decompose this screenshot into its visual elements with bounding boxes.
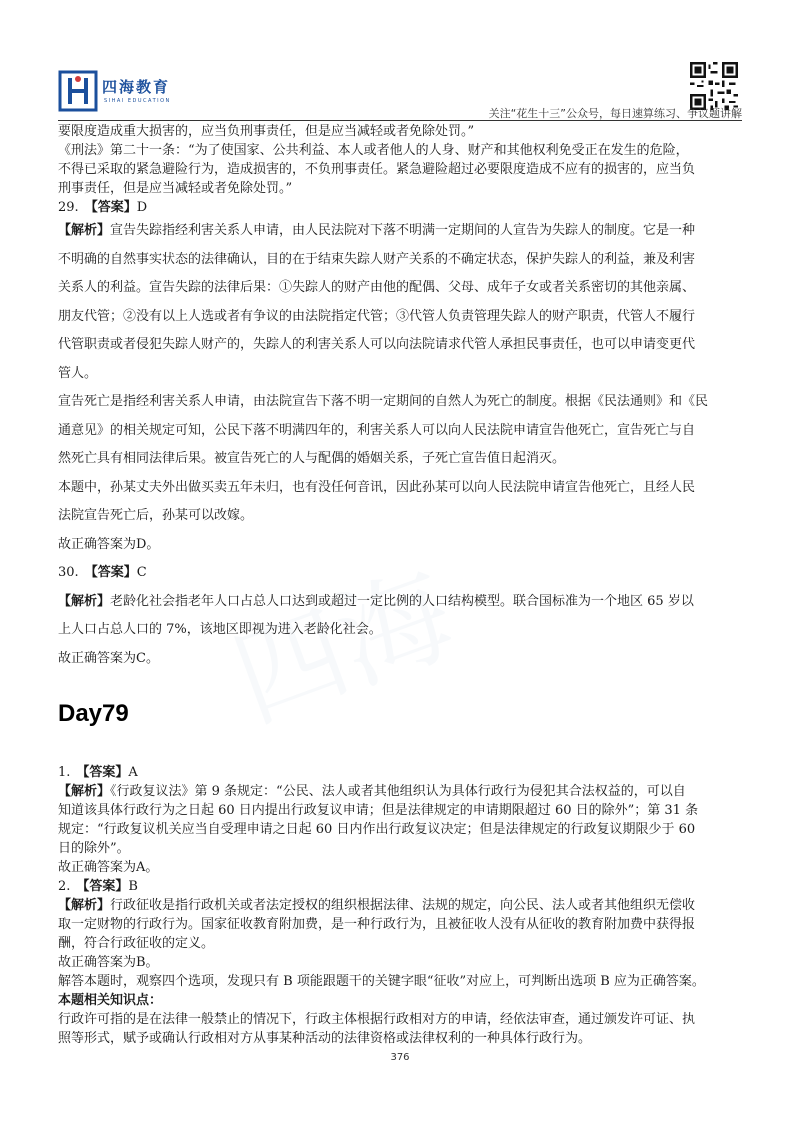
text-block xyxy=(58,763,748,782)
paragraph-line xyxy=(58,782,748,801)
paragraph-line xyxy=(58,179,748,198)
answer-label: 【答案】 xyxy=(76,765,129,780)
text-block xyxy=(58,858,748,877)
paragraph-line xyxy=(58,474,748,503)
line-text: 不明确的自然事实状态的法律确认，目的在于结束失踪人财产关系的不确定状态，保护失踪人的利益，兼及利害 xyxy=(58,251,696,267)
answer-value: C xyxy=(136,565,147,580)
line-text: 故正确答案为B。 xyxy=(58,955,159,970)
answer-value: A xyxy=(128,765,138,780)
line-text: 知道该具体行政行为之日起 60 日内提出行政复议申请；但是法律规定的申请期限超过 60 日的除外”；第 31 条 xyxy=(58,803,699,818)
logo-english-text: SIHAI EDUCATION xyxy=(104,98,171,104)
line-text: 解答本题时，观察四个选项，发现只有 B 项能跟题干的关键字眼“征收”对应上，可判断出选项 B 应为正确答案。 xyxy=(58,974,705,989)
question-number: 29. xyxy=(58,200,79,215)
paragraph-line xyxy=(58,331,748,360)
paragraph-line xyxy=(58,160,748,179)
analysis-label: 【解析】 xyxy=(58,593,111,609)
line-text: 管人。 xyxy=(58,365,98,381)
paragraph-line xyxy=(58,122,748,141)
question-number: 30. xyxy=(58,565,79,580)
answer-label: 【答案】 xyxy=(84,565,137,580)
answer-value: B xyxy=(128,879,138,894)
text-block xyxy=(58,782,748,858)
knowledge-line: 行政许可指的是在法律一般禁止的情况下，行政主体根据行政相对方的申请，经依法审查，通过颁发许可证、执 xyxy=(58,1012,696,1027)
paragraph-line xyxy=(58,303,748,332)
answer-section-day78 xyxy=(58,122,748,673)
question-number: 2. xyxy=(58,879,71,894)
paragraph-line xyxy=(58,820,748,839)
knowledge-section xyxy=(58,991,748,1048)
header-divider xyxy=(58,120,742,121)
header-promo-note: 关注“花生十三”公众号，每日速算练习、争议题讲解 xyxy=(488,107,742,120)
knowledge-heading: 本题相关知识点： xyxy=(58,993,163,1008)
line-text: 酬，符合行政征收的定义。 xyxy=(58,936,215,951)
day-title: Day79 xyxy=(58,700,129,727)
line-text: 刑事责任，但是应当减轻或者免除处罚。” xyxy=(58,181,293,196)
line-text: 朋友代管；②没有以上人选或者有争议的由法院指定代管；③代管人负责管理失踪人的财产职责，代管人不履行 xyxy=(58,308,696,324)
answer-value: D xyxy=(136,200,148,215)
paragraph-line xyxy=(58,217,748,246)
answer-line xyxy=(58,559,748,588)
line-text: 取一定财物的行政行为。国家征收教育附加费，是一种行政行为，且被征收人没有从征收的教育附加费中获得报 xyxy=(58,917,696,932)
logo-chinese-text: 四海教育 xyxy=(102,78,171,96)
text-block xyxy=(58,217,748,388)
paragraph-line xyxy=(58,858,748,877)
paragraph-line xyxy=(58,839,748,858)
answer-line xyxy=(58,877,748,896)
line-text: 代管职责或者侵犯失踪人财产的，失踪人的利害关系人可以向法院请求代管人承担民事责任，也可以申请变更代 xyxy=(58,337,696,352)
sihai-logo-mark-icon xyxy=(58,70,98,112)
answer-label: 【答案】 xyxy=(76,879,129,894)
line-text: 日的除外”。 xyxy=(58,841,130,856)
answer-label: 【答案】 xyxy=(84,200,137,215)
knowledge-line: 照等形式，赋予或确认行政相对方从事某种活动的法律资格或法律权利的一种具体行政行为。 xyxy=(58,1031,592,1046)
paragraph-line xyxy=(58,417,748,446)
text-block xyxy=(58,559,748,588)
sihai-logo xyxy=(58,70,248,114)
line-text: 老龄化社会指老年人口占总人口达到或超过一定比例的人口结构模型。联合国标准为一个地区 65 岁以 xyxy=(110,593,694,609)
text-block xyxy=(58,645,748,674)
answer-section-day79 xyxy=(58,763,748,991)
line-text: 行政征收是指行政机关或者法定授权的组织根据法律、法规的规定，向公民、法人或者其他组织无偿收 xyxy=(110,898,696,913)
text-block xyxy=(58,588,748,645)
paragraph-line xyxy=(58,141,748,160)
paragraph-line xyxy=(58,246,748,275)
paragraph-line xyxy=(58,801,748,820)
paragraph-line xyxy=(58,915,748,934)
text-block xyxy=(58,531,748,560)
text-block xyxy=(58,972,748,991)
paragraph-line xyxy=(58,645,748,674)
analysis-label: 【解析】 xyxy=(58,784,111,799)
text-block xyxy=(58,896,748,953)
paragraph-line xyxy=(58,972,748,991)
paragraph-line xyxy=(58,588,748,617)
line-text: 上人口占总人口的 7%，该地区即视为进入老龄化社会。 xyxy=(58,622,382,637)
text-block xyxy=(58,877,748,896)
paragraph-line xyxy=(58,934,748,953)
paragraph-line xyxy=(58,388,748,417)
line-text: 本题中，孙某丈夫外出做买卖五年未归，也有没任何音讯，因此孙某可以向人民法院申请宣告他死亡，且经人民 xyxy=(58,479,696,495)
line-text: 关系人的利益。宣告失踪的法律后果：①失踪人的财产由他的配偶、父母、成年子女或者关系密切的其他亲属、 xyxy=(58,280,696,295)
page-content xyxy=(58,122,748,1048)
paragraph-line xyxy=(58,274,748,303)
page-header xyxy=(0,0,800,122)
line-text: 宣告失踪指经利害关系人申请，由人民法院对下落不明满一定期间的人宣告为失踪人的制度。它是一种 xyxy=(110,223,696,238)
paragraph-line xyxy=(58,953,748,972)
answer-line xyxy=(58,198,748,217)
text-block xyxy=(58,388,748,474)
line-text: 故正确答案为A。 xyxy=(58,860,159,875)
line-text: 法院宣告死亡后，孙某可以改嫁。 xyxy=(58,508,254,523)
analysis-label: 【解析】 xyxy=(58,223,111,238)
paragraph-line xyxy=(58,896,748,915)
text-block xyxy=(58,198,748,217)
analysis-label: 【解析】 xyxy=(58,898,111,913)
paragraph-line xyxy=(58,616,748,645)
qr-code-icon xyxy=(690,62,738,110)
text-block xyxy=(58,474,748,531)
paragraph-line xyxy=(58,531,748,560)
answer-line xyxy=(58,763,748,782)
line-text: 不得已采取的紧急避险行为，造成损害的，不负刑事责任。紧急避险超过必要限度造成不应有的损害的，应当负 xyxy=(58,162,696,177)
line-text: 《行政复议法》第 9 条规定：“公民、法人或者其他组织认为具体行政行为侵犯其合法权益的，可以自 xyxy=(110,784,686,799)
line-text: 通意见》的相关规定可知，公民下落不明满四年的，利害关系人可以向人民法院申请宣告他死亡，宣告死亡与自 xyxy=(58,422,696,438)
page-number: 376 xyxy=(390,1052,410,1063)
line-text: 《刑法》第二十一条：“为了使国家、公共利益、本人或者他人的人身、财产和其他权利免受正在发生的危险， xyxy=(58,143,689,158)
line-text: 要限度造成重大损害的，应当负刑事责任，但是应当减轻或者免除处罚。” xyxy=(58,124,475,139)
line-text: 故正确答案为D。 xyxy=(58,536,160,552)
text-block xyxy=(58,953,748,972)
line-text: 宣告死亡是指经利害关系人申请，由法院宣告下落不明一定期间的自然人为死亡的制度。根据《民法通则》和《民 xyxy=(58,394,709,409)
line-text: 然死亡具有相同法律后果。被宣告死亡的人与配偶的婚姻关系，子死亡宣告值日起消灭。 xyxy=(58,451,566,466)
paragraph-line xyxy=(58,360,748,389)
paragraph-line xyxy=(58,445,748,474)
line-text: 故正确答案为C。 xyxy=(58,650,159,666)
text-block xyxy=(58,122,748,198)
paragraph-line xyxy=(58,502,748,531)
question-number: 1. xyxy=(58,765,71,780)
line-text: 规定：“行政复议机关应当自受理申请之日起 60 日内作出行政复议决定；但是法律规定的行政复议期限少于 60 xyxy=(58,822,696,837)
